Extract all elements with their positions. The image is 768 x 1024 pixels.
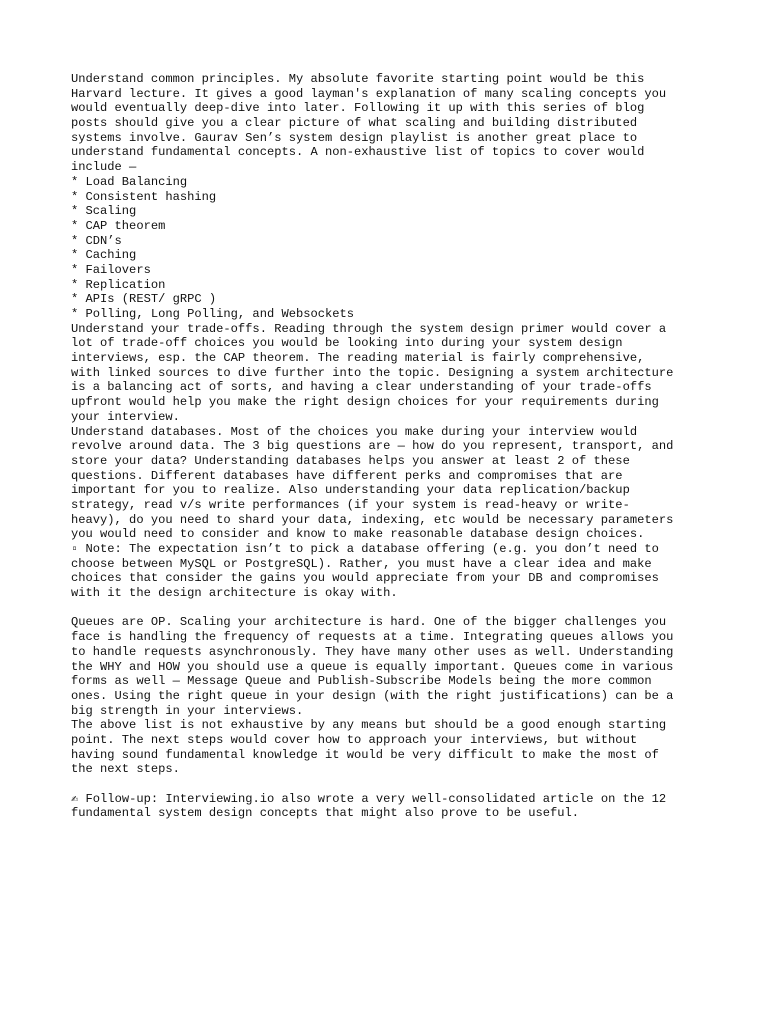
databases-paragraph (71, 425, 711, 543)
paragraph-spacer (71, 601, 711, 616)
text-line: big strength in your interviews. (71, 703, 304, 718)
text-line: understand fundamental concepts. A non-exhaustive list of topics to cover would (71, 145, 645, 160)
text-line: Queues are OP. Scaling your architecture is hard. One of the bigger challenges you (71, 615, 667, 630)
topics-list (71, 175, 711, 322)
text-line: with it the design architecture is okay with. (71, 586, 398, 601)
text-line: ✍ Follow-up: Interviewing.io also wrote a very well-consolidated article on the 12 (71, 791, 667, 806)
queues-paragraph (71, 615, 711, 718)
text-line: to handle requests asynchronously. They have many other uses as well. Understanding (71, 644, 674, 659)
text-line: you would need to consider and know to make reasonable database design choices. (71, 527, 645, 542)
text-line: with linked sources to dive further into the topic. Designing a system architecture (71, 365, 674, 380)
text-line: upfront would help you make the right design choices for your requirements during (71, 395, 659, 410)
text-line: having sound fundamental knowledge it would be very difficult to make the most of (71, 747, 659, 762)
text-line: important for you to realize. Also understanding your data replication/backup (71, 483, 630, 498)
text-line: interviews, esp. the CAP theorem. The reading material is fairly comprehensive, (71, 351, 645, 366)
list-item: * APIs (REST/ gRPC ) (71, 292, 217, 307)
list-item: * Scaling (71, 204, 137, 219)
list-item: * Failovers (71, 262, 151, 277)
text-line: The above list is not exhaustive by any means but should be a good enough starting (71, 718, 667, 733)
text-line: the next steps. (71, 762, 180, 777)
text-line: lot of trade-off choices you would be looking into during your system design (71, 336, 623, 351)
followup-paragraph (71, 792, 711, 821)
text-line: choose between MySQL or PostgreSQL). Rather, you must have a clear idea and make (71, 556, 652, 571)
text-line: Understand databases. Most of the choices you make during your interview would (71, 424, 638, 439)
text-line: ones. Using the right queue in your design (with the right justifications) can be a (71, 688, 674, 703)
text-line: ▫ Note: The expectation isn’t to pick a database offering (e.g. you don’t need to (71, 542, 659, 556)
closing-paragraph (71, 718, 711, 777)
text-line: strategy, read v/s write performances (if your system is read-heavy or write- (71, 497, 630, 512)
list-item: * Polling, Long Polling, and Websockets (71, 307, 355, 321)
text-line: the WHY and HOW you should use a queue is equally important. Queues come in various (71, 659, 674, 674)
principles-paragraph (71, 72, 711, 175)
text-line: questions. Different databases have different perks and compromises that are (71, 468, 623, 483)
list-item: * CAP theorem (71, 218, 166, 233)
document-body (71, 72, 711, 821)
list-item: * Replication (71, 277, 166, 292)
text-line: Harvard lecture. It gives a good layman's explanation of many scaling concepts you (71, 86, 667, 101)
text-line: is a balancing act of sorts, and having a clear understanding of your trade-offs (71, 380, 652, 395)
text-line: Understand your trade-offs. Reading through the system design primer would cover a (71, 321, 667, 336)
text-line: would eventually deep-dive into later. Following it up with this series of blog (71, 101, 645, 116)
text-line: heavy), do you need to shard your data, indexing, etc would be necessary parameters (71, 512, 674, 527)
paragraph-spacer (71, 777, 711, 792)
text-line: revolve around data. The 3 big questions are — how do you represent, transport, and (71, 439, 674, 454)
text-line: fundamental system design concepts that might also prove to be useful. (71, 806, 580, 821)
list-item: * Caching (71, 248, 137, 263)
text-line: forms as well — Message Queue and Publish-Subscribe Models being the more common (71, 674, 652, 689)
list-item: * Consistent hashing (71, 189, 217, 204)
text-line: posts should give you a clear picture of what scaling and building distributed (71, 116, 638, 131)
list-item: * CDN’s (71, 233, 122, 248)
tradeoffs-paragraph (71, 322, 711, 425)
text-line: systems involve. Gaurav Sen’s system design playlist is another great place to (71, 130, 638, 145)
text-line: include — (71, 160, 137, 175)
text-line: Understand common principles. My absolute favorite starting point would be this (71, 72, 645, 86)
text-line: face is handling the frequency of requests at a time. Integrating queues allows you (71, 630, 674, 645)
text-line: choices that consider the gains you would appreciate from your DB and compromises (71, 571, 659, 586)
text-line: your interview. (71, 409, 180, 424)
text-line: store your data? Understanding databases helps you answer at least 2 of these (71, 453, 630, 468)
list-item: * Load Balancing (71, 174, 188, 189)
text-line: point. The next steps would cover how to approach your interviews, but without (71, 732, 638, 747)
database-note (71, 542, 711, 601)
